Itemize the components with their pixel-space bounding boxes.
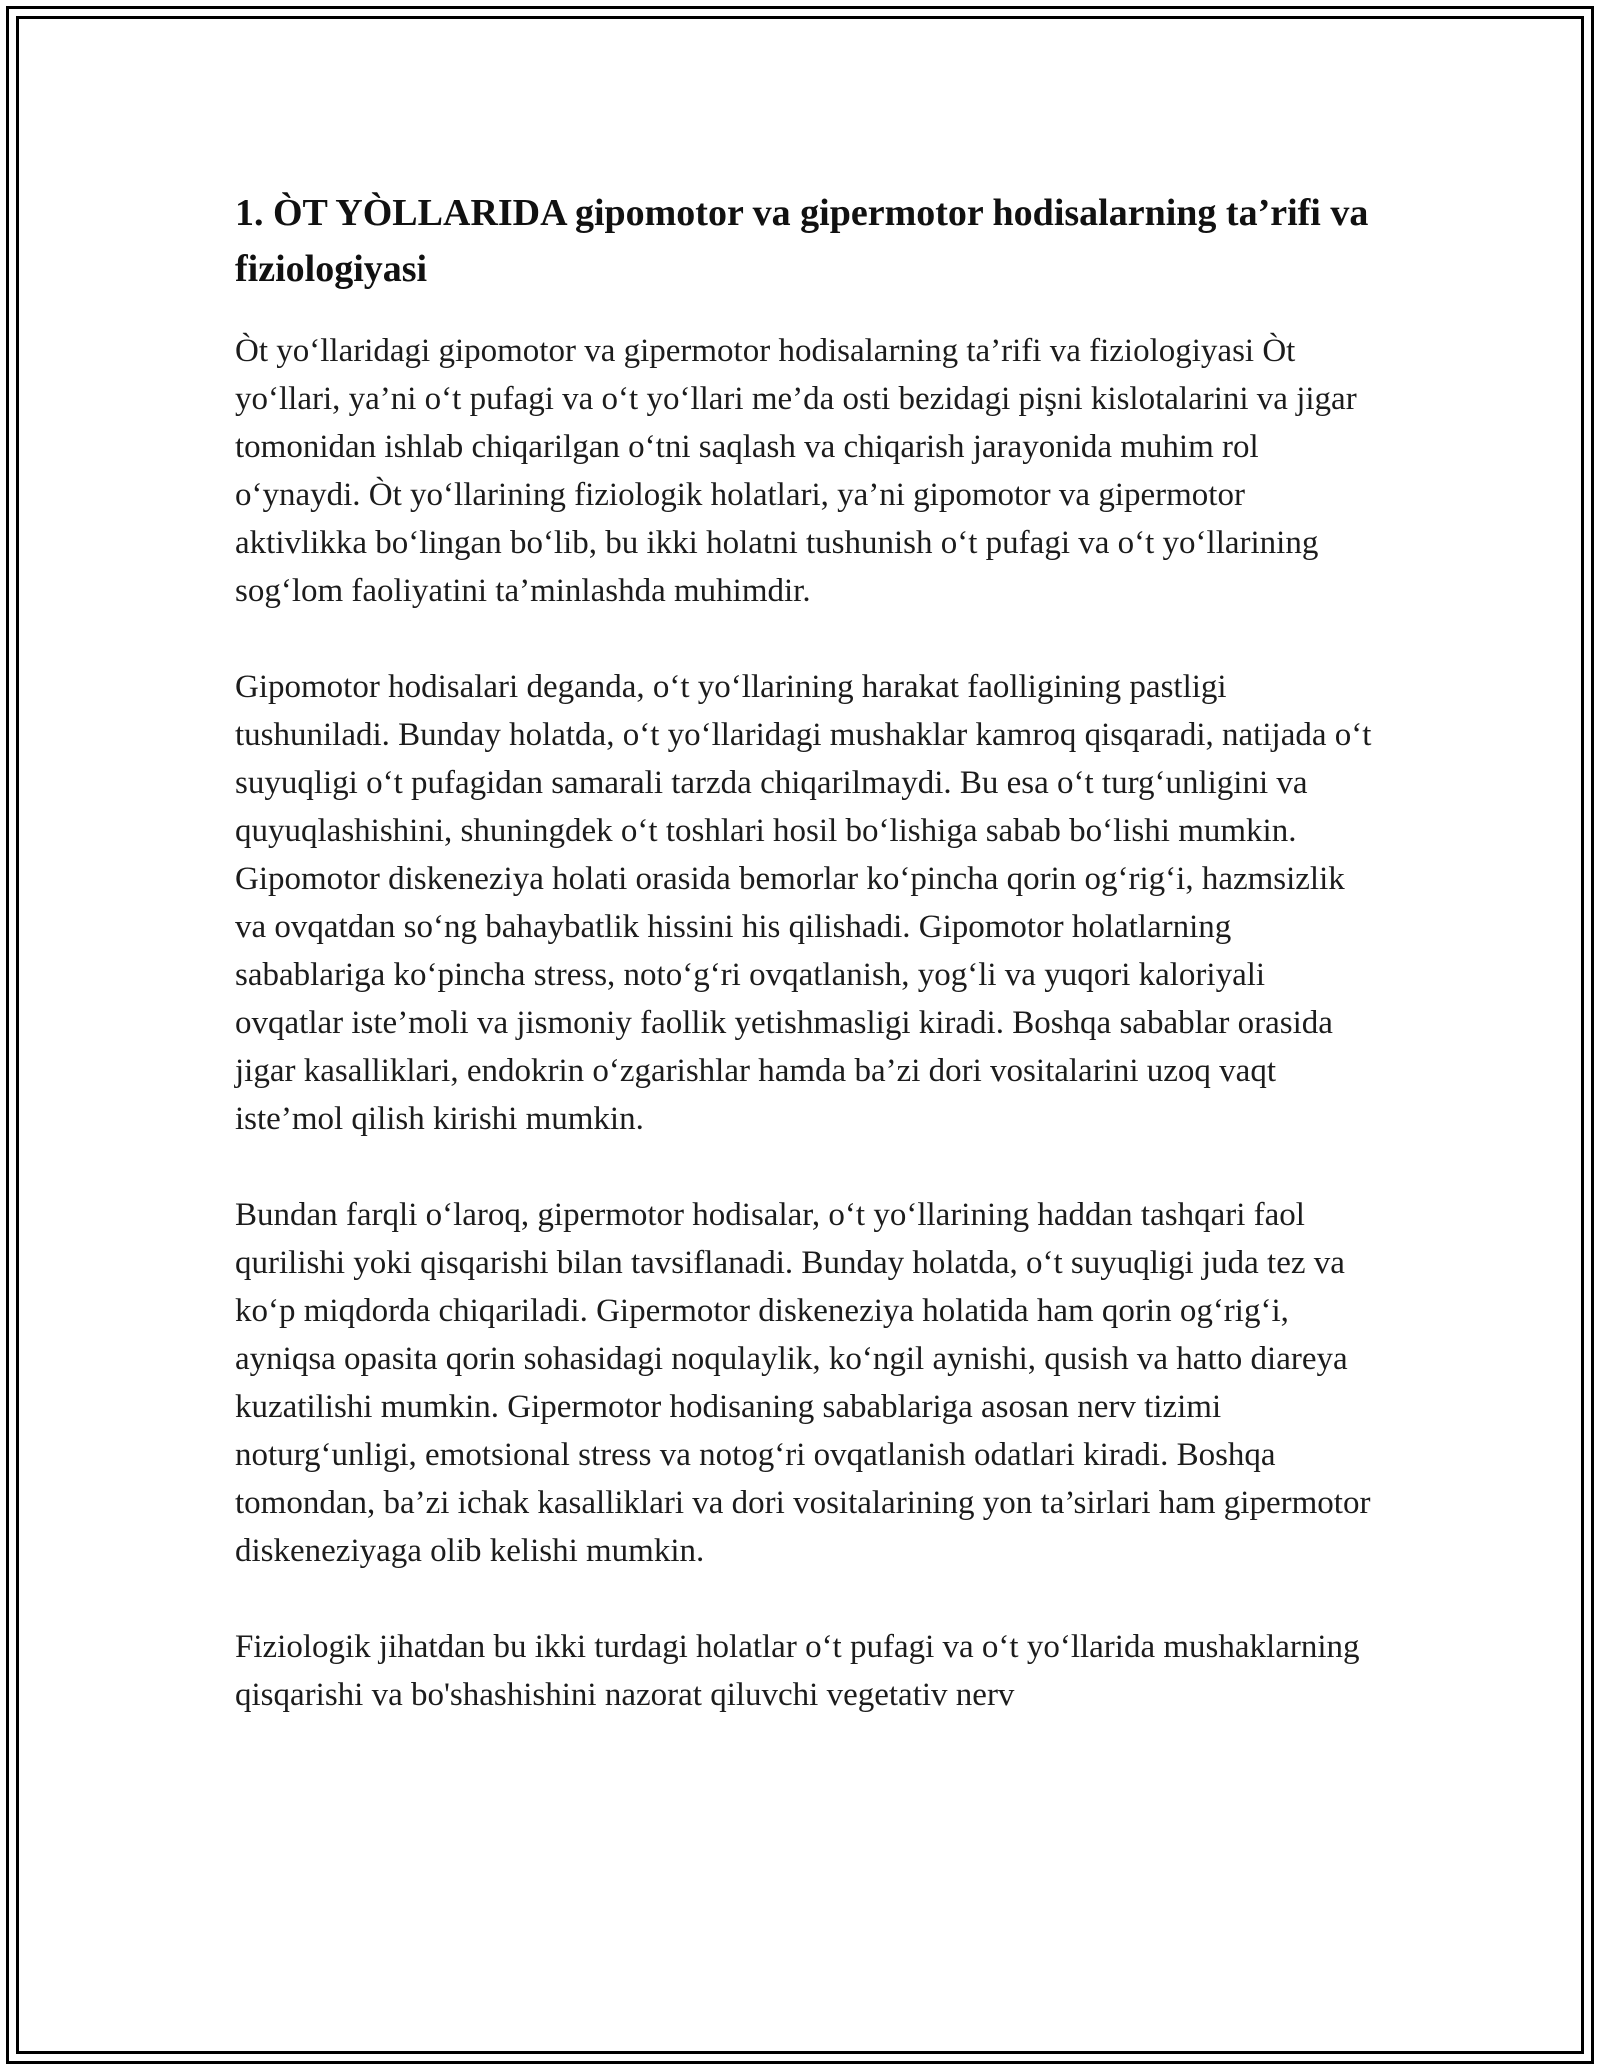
paragraph-gipomotor: Gipomotor hodisalari deganda, o‘t yo‘llarining harakat faolligining pastligi tushuniladi. Bunday holatda, o‘t yo‘llaridagi mushaklar kamroq qisqaradi, natijada o‘t suyuqligi o‘t pufagidan samarali tarzda chiqarilmaydi. Bu esa o‘t turg‘unligini va quyuqlashishini, shuningdek o‘t toshlari hosil bo‘lishiga sabab bo‘lishi mumkin. Gipomotor diskeneziya holati orasida bemorlar ko‘pincha qorin og‘rig‘i, hazmsizlik va ovqatdan so‘ng bahaybatlik hissini his qilishadi. Gipomotor holatlarning sabablariga ko‘pincha stress, noto‘g‘ri ovqatlanish, yog‘li va yuqori kaloriyali ovqatlar iste’moli va jismoniy faollik yetishmasligi kiradi. Boshqa sabablar orasida jigar kasalliklari, endokrin o‘zgarishlar hamda ba’zi dori vositalarini uzoq vaqt iste’mol qilish kirishi mumkin. <box>235 669 1372 1137</box>
document-body <box>235 185 1375 1767</box>
section-heading: 1. ÒT YÒLLARIDA gipomotor va gipermotor hodisalarning ta’rifi va fiziologiyasi <box>235 192 1369 290</box>
paragraph-intro: Òt yo‘llaridagi gipomotor va gipermotor hodisalarning ta’rifi va fiziologiyasi Òt yo‘llari, ya’ni o‘t pufagi va o‘t yo‘llari me’da osti bezidagi pişni kislotalarini va jigar tomonidan ishlab chiqarilgan o‘tni saqlash va chiqarish jarayonida muhim rol o‘ynaydi. Òt yo‘llarining fiziologik holatlari, ya’ni gipomotor va gipermotor aktivlikka bo‘lingan bo‘lib, bu ikki holatni tushunish o‘t pufagi va o‘t yo‘llarining sog‘lom faoliyatini ta’minlashda muhimdir. <box>235 333 1357 609</box>
paragraph-fiziologik: Fiziologik jihatdan bu ikki turdagi holatlar o‘t pufagi va o‘t yo‘llarida mushaklarning qisqarishi va bo'shashishini nazorat qiluvchi vegetativ nerv <box>235 1629 1360 1713</box>
paragraph-gipermotor: Bundan farqli o‘laroq, gipermotor hodisalar, o‘t yo‘llarining haddan tashqari faol qurilishi yoki qisqarishi bilan tavsiflanadi. Bunday holatda, o‘t suyuqligi juda tez va ko‘p miqdorda chiqariladi. Gipermotor diskeneziya holatida ham qorin og‘rig‘i, ayniqsa opasita qorin sohasidagi noqulaylik, ko‘ngil aynishi, qusish va hatto diareya kuzatilishi mumkin. Gipermotor hodisaning sabablariga asosan nerv tizimi noturg‘unligi, emotsional stress va notog‘ri ovqatlanish odatlari kiradi. Boshqa tomondan, ba’zi ichak kasalliklari va dori vositalarining yon ta’sirlari ham gipermotor diskeneziyaga olib kelishi mumkin. <box>235 1197 1371 1569</box>
